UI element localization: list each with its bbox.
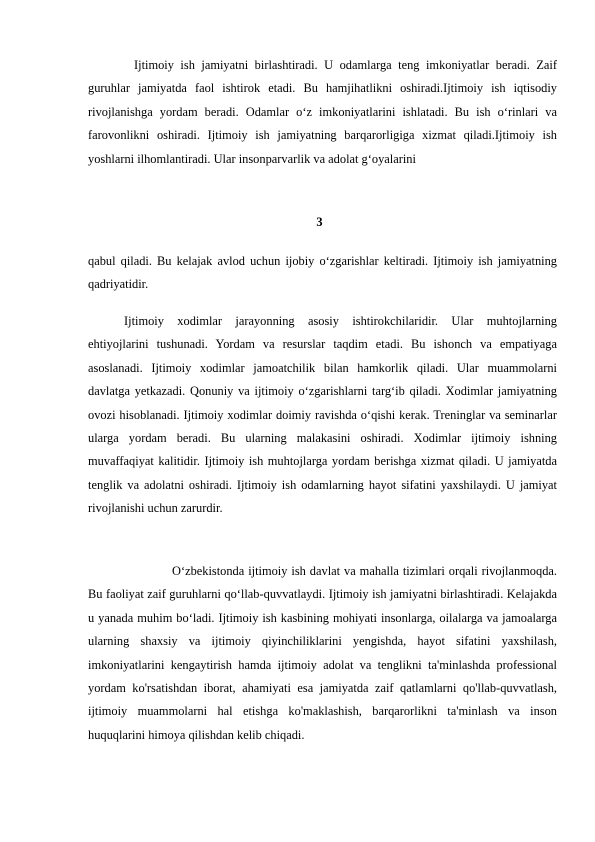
paragraph-social-workers [88, 310, 557, 521]
page-number: 3 [316, 215, 323, 229]
paragraph-4-text: O‘zbekistonda ijtimoiy ish davlat va mahalla tizimlari orqali rivojlanmoqda. Bu faoliyat zaif guruhlarni qo‘llab-quvvatlaydi. Ijtimoiy ish jamiyatni birlashtiradi. Kelajakda u yanada muhim bo‘ladi. Ijtimoiy ish kasbining mohiyati insonlarga, oilalarga va jamoalarga ularning shaxsiy va ijtimoiy qiyinchiliklarini yengishda, hayot sifatini yaxshilash, imkoniyatlarini kengaytirish hamda ijtimoiy adolat va tenglikni ta'minlashda professional yordam ko'rsatishdan iborat, ahamiyati esa jamiyatda zaif qatlamlarni qo'llab-quvvatlash, ijtimoiy muammolarni hal etishga ko'maklashish, barqarorlikni ta'minlash va inson huquqlarini himoya qilishdan kelib chiqadi. [88, 564, 557, 742]
paragraph-1-text: Ijtimoiy ish jamiyatni birlashtiradi. U odamlarga teng imkoniyatlar beradi. Zaif guruhlar jamiyatda faol ishtirok etadi. Bu hamjihatlikni oshiradi.Ijtimoiy ish iqtisodiy rivojlanishga yordam beradi. Odamlar o‘z imkoniyatlarini ishlatadi. Bu ish o‘rinlari va farovonlikni oshiradi. Ijtimoiy ish jamiyatning barqarorligiga xizmat qiladi.Ijtimoiy ish yoshlarni ilhomlantiradi. Ular insonparvarlik va adolat g‘oyalarini [88, 58, 557, 166]
paragraph-3-text: Ijtimoiy xodimlar jarayonning asosiy ishtirokchilaridir. Ular muhtojlarning ehtiyojlarini tushunadi. Yordam va resurslar taqdim etadi. Bu ishonch va empatiyaga asoslanadi. Ijtimoiy xodimlar jamoatchilik bilan hamkorlik qiladi. Ular muammolarni davlatga yetkazadi. Qonuniy va ijtimoiy o‘zgarishlarni targ‘ib qiladi. Xodimlar jamiyatning ovozi hisoblanadi. Ijtimoiy xodimlar doimiy ravishda o‘qishi kerak. Treninglar va seminarlar ularga yordam beradi. Bu ularning malakasini oshiradi. Xodimlar ijtimoiy ishning muvaffaqiyat kalitidir. Ijtimoiy ish muhtojlarga yordam berishga xizmat qiladi. U jamiyatda tenglik va adolatni oshiradi. Ijtimoiy ish odamlarning hayot sifatini yaxshilaydi. U jamiyat rivojlanishi uchun zarurdir. [88, 314, 557, 516]
paragraph-continuation [88, 250, 557, 297]
paragraph-uzbekistan-social-work [88, 560, 557, 747]
paragraph-social-work-unites-society [88, 54, 557, 171]
paragraph-2-text: qabul qiladi. Bu kelajak avlod uchun ijobiy o‘zgarishlar keltiradi. Ijtimoiy ish jamiyatning qadriyatidir. [88, 254, 557, 292]
